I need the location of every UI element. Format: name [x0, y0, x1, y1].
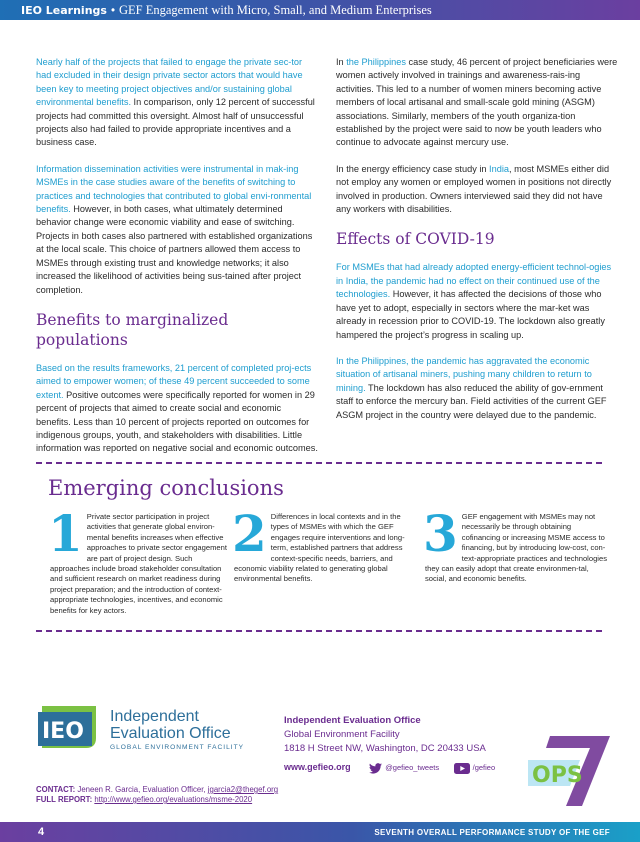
paragraph — [36, 163, 318, 297]
conclusion-item — [232, 504, 418, 585]
contact-email-link[interactable]: jgarcia2@thegef.org — [207, 785, 279, 794]
paragraph — [36, 362, 318, 456]
contact-block — [36, 785, 278, 805]
running-title: SEVENTH OVERALL PERFORMANCE STUDY OF THE GEF — [374, 828, 610, 837]
address-title: Independent Evaluation Office — [284, 715, 421, 726]
header-title: GEF Engagement with Micro, Small, and Medium Enterprises — [119, 3, 432, 17]
contact-text: Jeneen R. Garcia, Evaluation Officer, — [75, 785, 208, 794]
paragraph — [336, 163, 618, 217]
right-column — [336, 56, 618, 435]
header-brand: IEO Learnings — [21, 4, 107, 17]
conclusion-number: 1 — [48, 504, 83, 563]
ops-label: OPS — [532, 763, 583, 788]
section-heading-covid: Effects of COVID-19 — [336, 230, 495, 249]
india-link[interactable]: India — [489, 163, 509, 174]
conclusion-number: 2 — [232, 504, 267, 563]
conclusion-text: Private sector participation in project activities that generate global environ-mental benefits increases when effective approaches to private sector engagement are part of project design. Such approaches include broad stakeholder consultation and sufficient research on market readiness during project preparation; and the introduction of context-appropriate technologies, incentives, and economic benefits for key actors. — [50, 512, 227, 615]
highlight-text: Nearly half of the projects that failed to engage the private sec-tor had excluded in their design private sector actors that would have been key to meeting project objectives and/or sustaining global environmental benefits. — [36, 57, 303, 108]
contact-label: CONTACT: — [36, 785, 76, 794]
header-separator: • — [110, 5, 115, 17]
highlight-text: Based on the results frameworks, 21 percent of completed proj-ects aimed to empower women; of these 49 percent succeeded to some extent. — [36, 362, 312, 400]
highlight-text: Information dissemination activities were instrumental in mak-ing MSMEs in the case studies aware of the benefits of switching to practices and technologies that contributed to global envi-ronmental benefits. — [36, 163, 312, 215]
ieo-logo-icon — [36, 702, 102, 750]
report-label: FULL REPORT: — [36, 795, 93, 804]
body-text: In the energy efficiency case study in — [336, 163, 490, 174]
logo-mark-text: IEO — [42, 719, 84, 744]
twitter-icon[interactable] — [369, 763, 382, 774]
body-text: The lockdown has also reduced the ability of gov-ernment staff to enforce the mercury ban. Field activities of the current GEF ASGM project in the country were delayed due to the pandemic. — [336, 382, 607, 420]
paragraph — [336, 56, 618, 150]
logo-line-1: Independent — [110, 708, 199, 725]
highlight-text: In the Philippines, the pandemic has aggravated the economic situation of artisanal miners, pushing many children to return to mining. — [336, 355, 592, 393]
contact-line — [36, 785, 278, 795]
conclusion-text: GEF engagement with MSMEs may not necessarily be through obtaining cofinancing or increasing MSME access to financing, but by introducing low-cost, con-text-appropriate practices and technologies they can easily adopt that create environmen-tal, social, and economic benefits. — [425, 512, 608, 584]
highlight-text: For MSMEs that had already adopted energy-efficient technol-ogies in India, the pandemic had no effect on their continued use of the technologies. — [336, 262, 612, 300]
report-line — [36, 795, 278, 805]
logo-line-2: Evaluation Office — [110, 725, 231, 742]
conclusions-title: Emerging conclusions — [48, 476, 284, 500]
body-text: case study, 46 percent of project beneficiaries were women actively involved in trainings and awareness-rais-ing activities. This led to a number of women miners becoming active members of local artisanal and small-scale gold mining (ASGM) associations. Similarly, members of the youth organiza-tion established by the project were said to now be youth leaders who continue to advocate against mercury use. — [336, 57, 618, 148]
youtube-handle[interactable]: /gefieo — [472, 763, 496, 773]
conclusions-box — [36, 462, 608, 632]
philippines-link[interactable]: the Philippines — [346, 57, 406, 67]
paragraph — [36, 56, 318, 150]
conclusion-text: Differences in local contexts and in the types of MSMEs with which the GEF engages require interventions and long-term, established partners that address context-specific needs, barriers, and economic viability related to generating global environmental benefits. — [234, 512, 405, 584]
social-row — [284, 761, 507, 775]
logo-line-3: GLOBAL ENVIRONMENT FACILITY — [110, 744, 244, 751]
body-text: However, it has affected the decisions of those who have yet to adopt, especially in sectors where the mar-ket was already in recession prior to COVID-19. The lockdown also greatly hampered the project’s progress in scaling up. — [336, 289, 605, 340]
paragraph — [336, 261, 618, 341]
ops7-logo-icon — [520, 730, 612, 808]
body-text: Positive outcomes were specifically reported for women in 29 percent of projects that aimed to create social and economic benefits. Less than 10 percent of projects reported on outcomes for indigenous groups, youth, and stakeholders with disabilities. Little information was reported on negative social and economic outcomes. — [36, 389, 318, 454]
address-street: 1818 H Street NW, Washington, DC 20433 USA — [284, 742, 486, 754]
report-url-link[interactable]: http://www.gefieo.org/evaluations/msme-2020 — [94, 795, 253, 804]
body-text: In comparison, only 12 percent of successful projects had committed this oversight. Almost half of unsuccessful projects also had failed to provide appropriate incentives and a business case. — [36, 97, 315, 148]
address-block — [284, 714, 507, 775]
conclusion-item — [48, 504, 234, 616]
website-link[interactable]: www.gefieo.org — [284, 762, 351, 773]
section-heading-marginalized: Benefits to marginalized populations — [36, 310, 229, 349]
body-text: However, in both cases, what ultimately determined behavior change were economic viability and ease of switching. Projects in both cases also partnered with established organizations at the local scale. This choice of partners allowed them access to MSMEs through existing trust and knowledge networks; it also increased the likelihood of activities being sus-tained after project completion. — [36, 204, 313, 295]
conclusion-item — [423, 504, 609, 585]
youtube-icon[interactable] — [454, 763, 470, 774]
logo-wordmark — [110, 708, 270, 751]
header-bar — [0, 0, 640, 20]
page-number: 4 — [38, 826, 45, 838]
twitter-handle[interactable]: @gefieo_tweets — [385, 763, 440, 773]
body-text: , most MSMEs either did not employ any women or employed women in positions not directly involved in production. Owners interviewed said they did not have any workers with disabilities. — [336, 163, 612, 215]
body-text: In — [336, 57, 347, 67]
address-org: Global Environment Facility — [284, 728, 400, 740]
left-column — [36, 56, 318, 469]
paragraph — [336, 355, 618, 422]
conclusion-number: 3 — [423, 504, 458, 563]
footer-bar — [0, 822, 640, 842]
